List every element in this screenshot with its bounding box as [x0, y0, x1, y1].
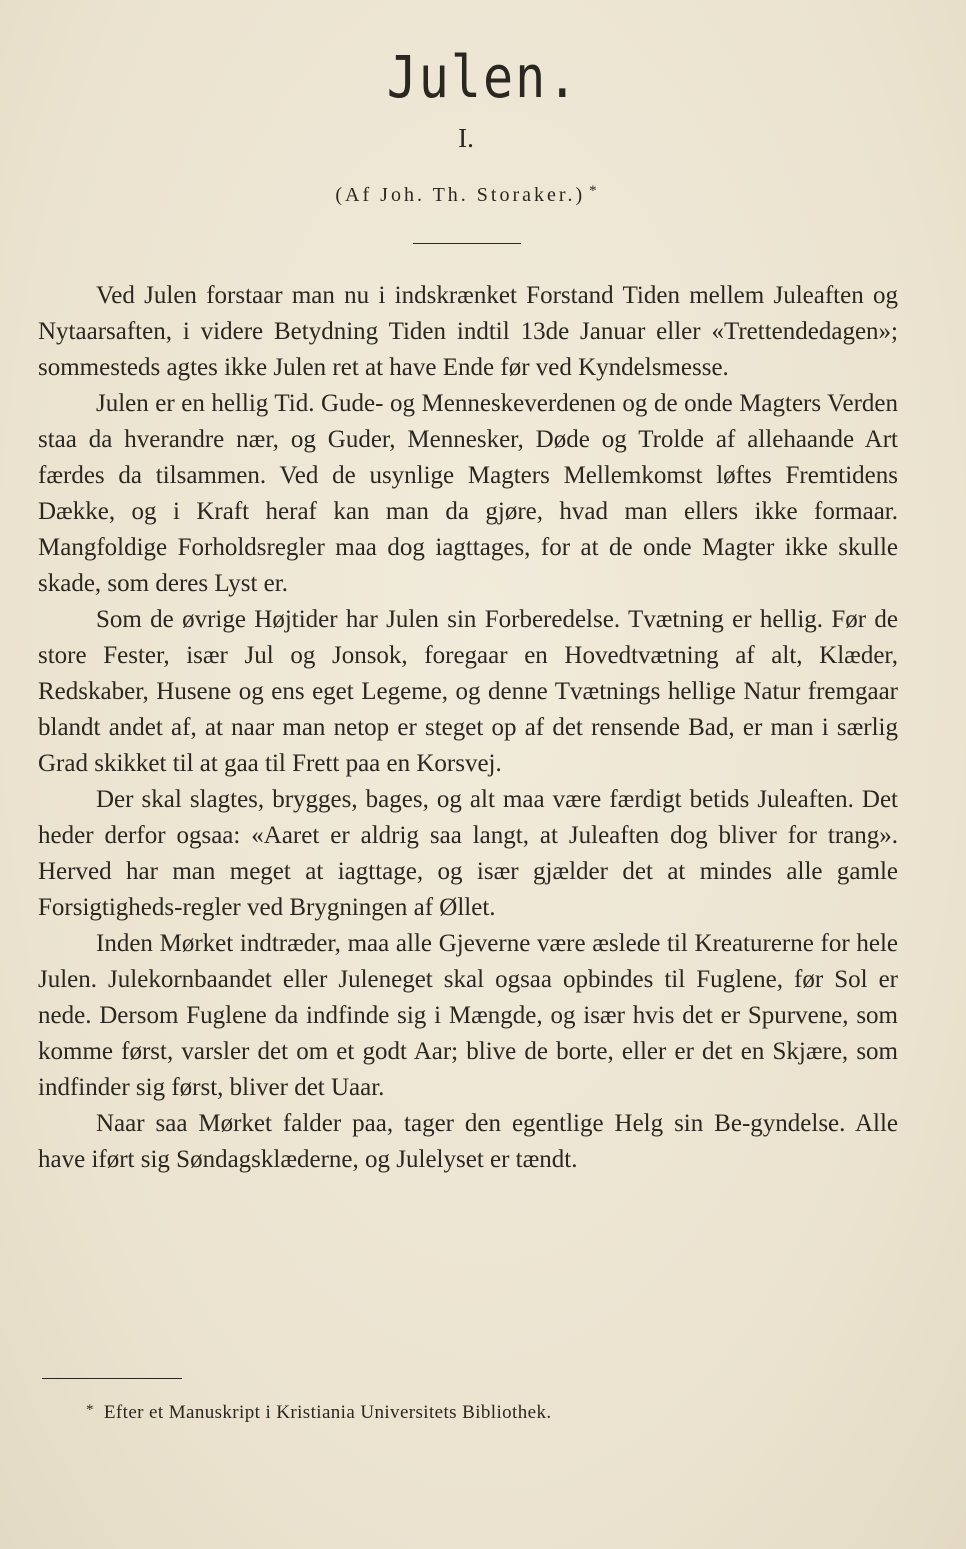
- body-text: [38, 278, 898, 1178]
- footnote-text: Efter et Manuskript i Kristiania Universitets Bibliothek.: [103, 1402, 552, 1423]
- paragraph: Julen er en hellig Tid. Gude- og Menneskeverdenen og de onde Magters Verden staa da hverandre nær, og Guder, Mennesker, Døde og Trolde af allehaande Art færdes da tilsammen. Ved de usynlige Magters Mellemkomst løftes Fremtidens Dække, og i Kraft heraf kan man da gjøre, hvad man ellers ikke formaar. Mangfoldige Forholdsregler maa dog iagttages, for at de onde Magter ikke skulle skade, som deres Lyst er.: [38, 390, 898, 597]
- author-byline: [0, 176, 932, 210]
- part-number: I.: [458, 123, 474, 153]
- footnote-marker: *: [589, 183, 597, 199]
- footnote-divider: [42, 1378, 182, 1379]
- paragraph: Ved Julen forstaar man nu i indskrænket Forstand Tiden mellem Juleaften og Nytaarsaften, i videre Betydning Tiden indtil 13de Januar eller «Trettendedagen»; sommesteds agtes ikke Julen ret at have Ende før ved Kyndelsmesse.: [38, 282, 898, 381]
- paragraph: Naar saa Mørket falder paa, tager den egentlige Helg sin Be-gyndelse. Alle have iført sig Søndagsklæderne, og Julelyset er tændt.: [38, 1110, 898, 1173]
- footnote: [86, 1395, 906, 1428]
- title-divider: [413, 243, 521, 244]
- page-title: Julen.: [386, 44, 580, 111]
- paragraph: Inden Mørket indtræder, maa alle Gjeverne være æslede til Kreaturerne for hele Julen. Julekornbaandet eller Juleneget skal ogsaa opbindes til Fuglene, før Sol er nede. Dersom Fuglene da indfinde sig i Mængde, og især hvis det er Spurvene, som komme først, varsler det om et godt Aar; blive de borte, eller er det en Skjære, som indfinder sig først, bliver det Uaar.: [38, 930, 898, 1101]
- paragraph: Som de øvrige Højtider har Julen sin Forberedelse. Tvætning er hellig. Før de store Fester, især Jul og Jonsok, foregaar en Hovedtvætning af alt, Klæder, Redskaber, Husene og ens eget Legeme, og denne Tvætnings hellige Natur fremgaar blandt andet af, at naar man netop er steget op af det rensende Bad, er man i særlig Grad skikket til at gaa til Frett paa en Korsvej.: [38, 606, 898, 777]
- footnote-star: *: [86, 1402, 94, 1418]
- byline-text: (Af Joh. Th. Storaker.): [335, 184, 586, 206]
- paragraph: Der skal slagtes, brygges, bages, og alt maa være færdigt betids Juleaften. Det heder derfor ogsaa: «Aaret er aldrig saa langt, at Juleaften dog bliver for trang». Herved har man meget at iagttage, og især gjælder det at mindes alle gamle Forsigtigheds-regler ved Brygningen af Øllet.: [38, 786, 898, 921]
